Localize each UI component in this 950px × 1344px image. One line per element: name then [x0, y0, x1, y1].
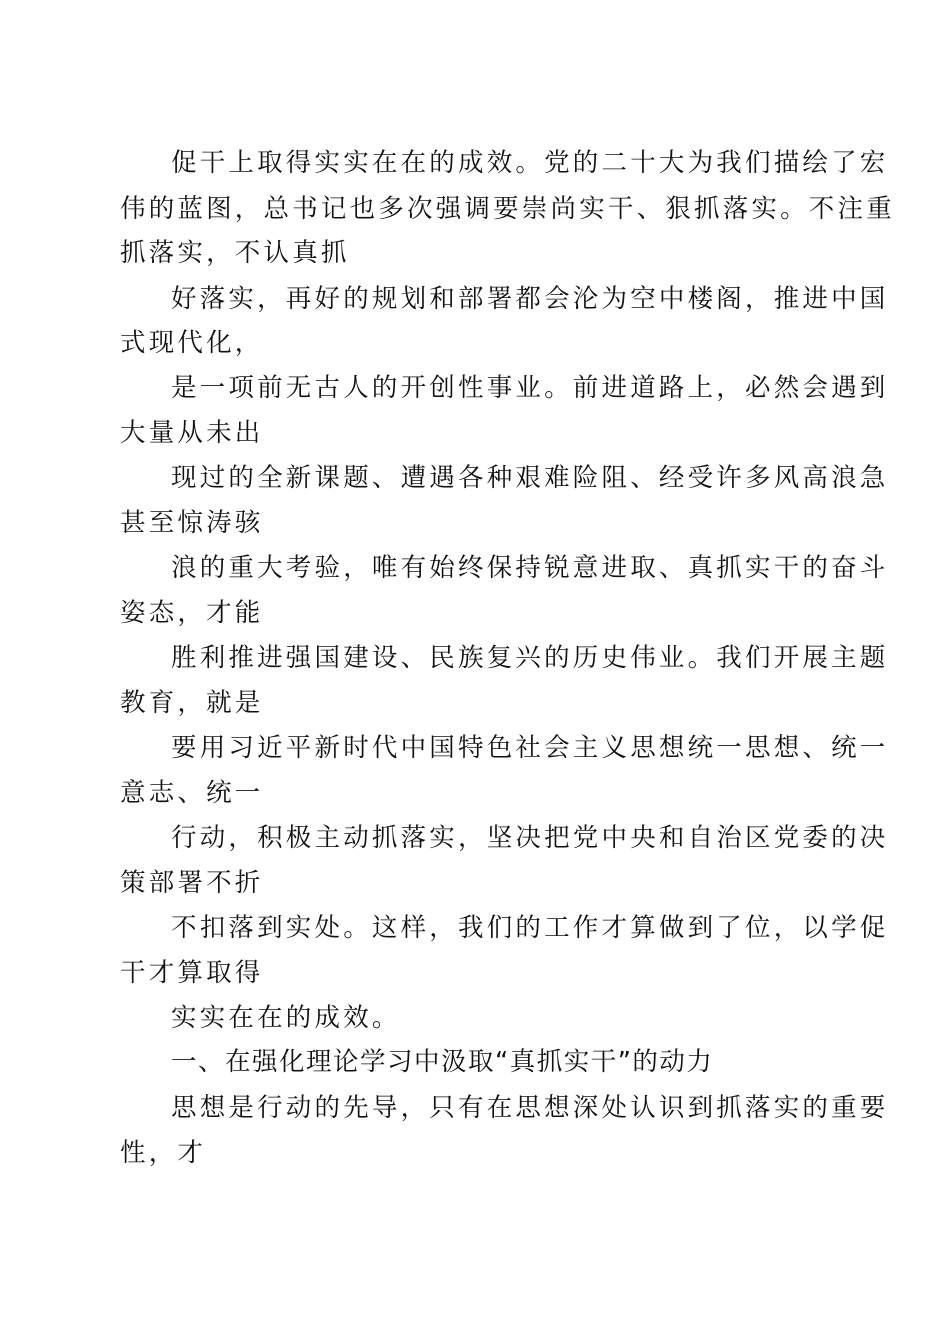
paragraph-line: 式现代化，: [120, 328, 264, 358]
paragraph-line: 抓落实，不认真抓: [120, 238, 350, 268]
section-heading: 一、在强化理论学习中汲取“真抓实干”的动力: [171, 1047, 714, 1077]
paragraph-line: 甚至惊涛骇: [120, 508, 264, 538]
paragraph-line: 策部署不折: [120, 868, 264, 898]
paragraph-line: 性，才: [120, 1138, 207, 1168]
paragraph-line: 浪的重大考验，唯有始终保持锐意进取、真抓实干的奋斗: [171, 553, 889, 583]
paragraph-line: 干才算取得: [120, 958, 264, 988]
paragraph-line: 教育，就是: [120, 688, 264, 718]
paragraph-line: 姿态，才能: [120, 598, 264, 628]
paragraph-line: 不扣落到实处。这样，我们的工作才算做到了位，以学促: [171, 913, 889, 943]
paragraph-line: 行动，积极主动抓落实，坚决把党中央和自治区党委的决: [171, 823, 889, 853]
paragraph-line: 大量从未出: [120, 418, 264, 448]
paragraph-line: 胜利推进强国建设、民族复兴的历史伟业。我们开展主题: [171, 643, 889, 673]
paragraph-line: 实实在在的成效。: [171, 1003, 401, 1033]
paragraph-line: 思想是行动的先导，只有在思想深处认识到抓落实的重要: [171, 1093, 889, 1123]
paragraph-line: 好落实，再好的规划和部署都会沦为空中楼阁，推进中国: [171, 284, 889, 314]
paragraph-line: 意志、统一: [120, 778, 264, 808]
paragraph-line: 现过的全新课题、遭遇各种艰难险阻、经受许多风高浪急: [171, 463, 889, 493]
paragraph-line: 要用习近平新时代中国特色社会主义思想统一思想、统一: [171, 733, 889, 763]
paragraph-line: 是一项前无古人的开创性事业。前进道路上，必然会遇到: [171, 373, 889, 403]
paragraph-line: 促干上取得实实在在的成效。党的二十大为我们描绘了宏: [171, 148, 889, 178]
paragraph-line: 伟的蓝图，总书记也多次强调要崇尚实干、狠抓落实。不注重: [120, 194, 895, 224]
